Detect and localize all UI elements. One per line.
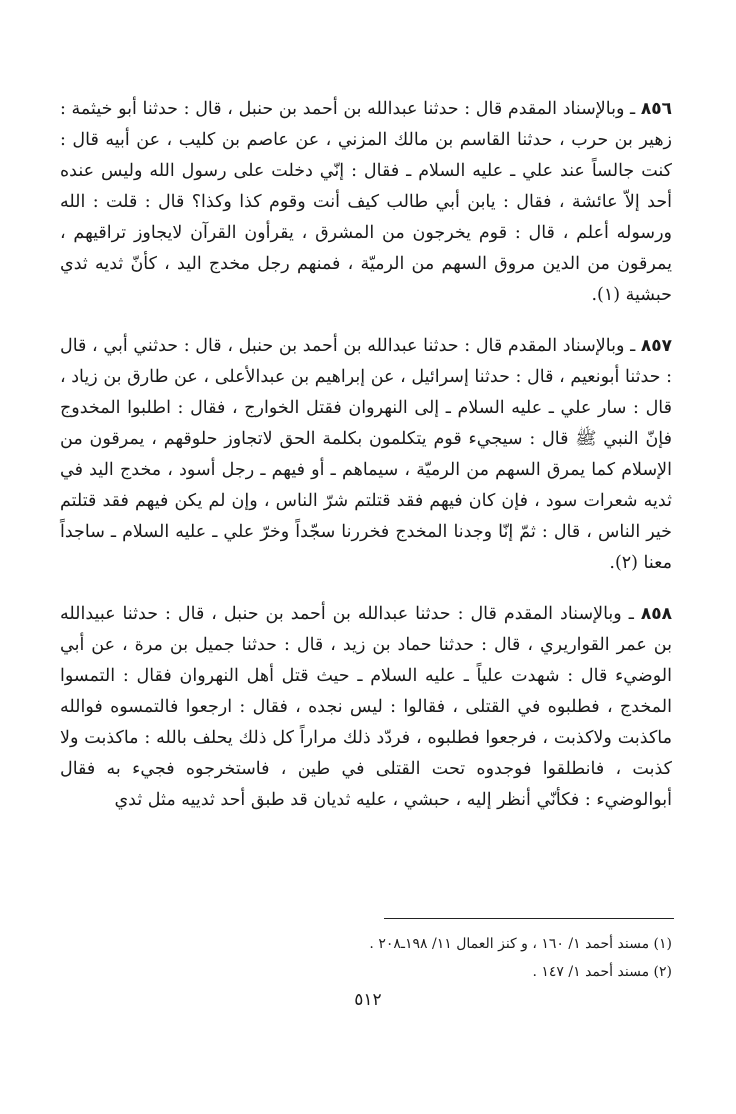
hadith-entry-856 (60, 94, 672, 311)
footnotes (60, 930, 672, 986)
hadith-text: ـ وبالإسناد المقدم قال : حدثنا عبدالله بن أحمد بن حنبل ، قال : حدثنا أبو خيثمة : زهير بن حرب ، حدثنا القاسم بن مالك المزني ، عن عاصم بن كليب ، عن أبيه قال : كنت جالساً عند علي ـ عليه السلام ـ فقال : إنّي دخلت على رسول الله وليس عنده أحد إلاّ عائشة ، فقال : يابن أبي طالب كيف أنت وقوم كذا وكذا؟ قال : قلت : الله ورسوله أعلم ، قال : قوم يخرجون من المشرق ، يقرأون القرآن لايجاوز تراقيهم ، يمرقون من الدين مروق السهم من الرميّة ، فمنهم رجل مخدج اليد ، كأنّ ثديه ثدي حبشية (١). (60, 99, 672, 305)
hadith-number: ٨٥٧ (640, 336, 672, 356)
footnote-1: (١) مسند أحمد ١/ ١٦٠ ، و كنز العمال ١١/ ١٩٨ـ٢٠٨ . (369, 936, 672, 952)
hadith-text: ـ وبالإسناد المقدم قال : حدثنا عبدالله بن أحمد بن حنبل ، قال : حدثني أبي ، قال : حدثنا أبونعيم ، قال : حدثنا إسرائيل ، عن إبراهيم بن عبدالأعلى ، عن طارق بن زياد ، قال : سار علي ـ عليه السلام ـ إلى النهروان فقتل الخوارج ، فقال : اطلبوا المخدوج فإنّ النبي ﷺ قال : سيجيء قوم يتكلمون بكلمة الحق لاتجاوز حلوقهم ، يمرقون من الإسلام كما يمرق السهم من الرميّة ، سيماهم ـ أو فيهم ـ رجل أسود ، مخدج اليد في ثديه شعرات سود ، فإن كان فيهم فقد قتلتم شرّ الناس ، وإن لم يكن فيهم فقد قتلتم خير الناس ، قال : ثمّ إنّا وجدنا المخدج فخررنا سجّداً وخرّ علي ـ عليه السلام ـ ساجداً معنا (٢). (60, 336, 672, 573)
hadith-number: ٨٥٨ (640, 604, 672, 624)
hadith-number: ٨٥٦ (640, 99, 672, 119)
hadith-entries (60, 94, 672, 816)
footnote-2: (٢) مسند أحمد ١/ ١٤٧ . (532, 964, 672, 980)
page-number: ٥١٢ (354, 990, 382, 1010)
footnote-divider (384, 918, 674, 919)
hadith-entry-858 (60, 599, 672, 816)
hadith-text: ـ وبالإسناد المقدم قال : حدثنا عبدالله بن أحمد بن حنبل ، قال : حدثنا عبيدالله بن عمر القواريري ، قال : حدثنا حماد بن زيد ، قال : حدثنا جميل بن مرة ، عن أبي الوضيء قال : شهدت علياً ـ عليه السلام ـ حيث قتل أهل النهروان فقال : التمسوا المخدج ، فطلبوه في القتلى ، فقالوا : ليس نجده ، فقال : ارجعوا فالتمسوه فوالله ماكذبت ولاكذبت ، فرجعوا فطلبوه ، فردّد ذلك مراراً كل ذلك يحلف بالله : ماكذبت ولا كذبت ، فانطلقوا فوجدوه تحت القتلى في طين ، فاستخرجوه فجيء به فقال أبوالوضيء : فكأنّي أنظر إليه ، حبشي ، عليه ثديان قد طبق أحد ثدييه مثل ثدي (60, 604, 672, 810)
hadith-entry-857 (60, 331, 672, 579)
